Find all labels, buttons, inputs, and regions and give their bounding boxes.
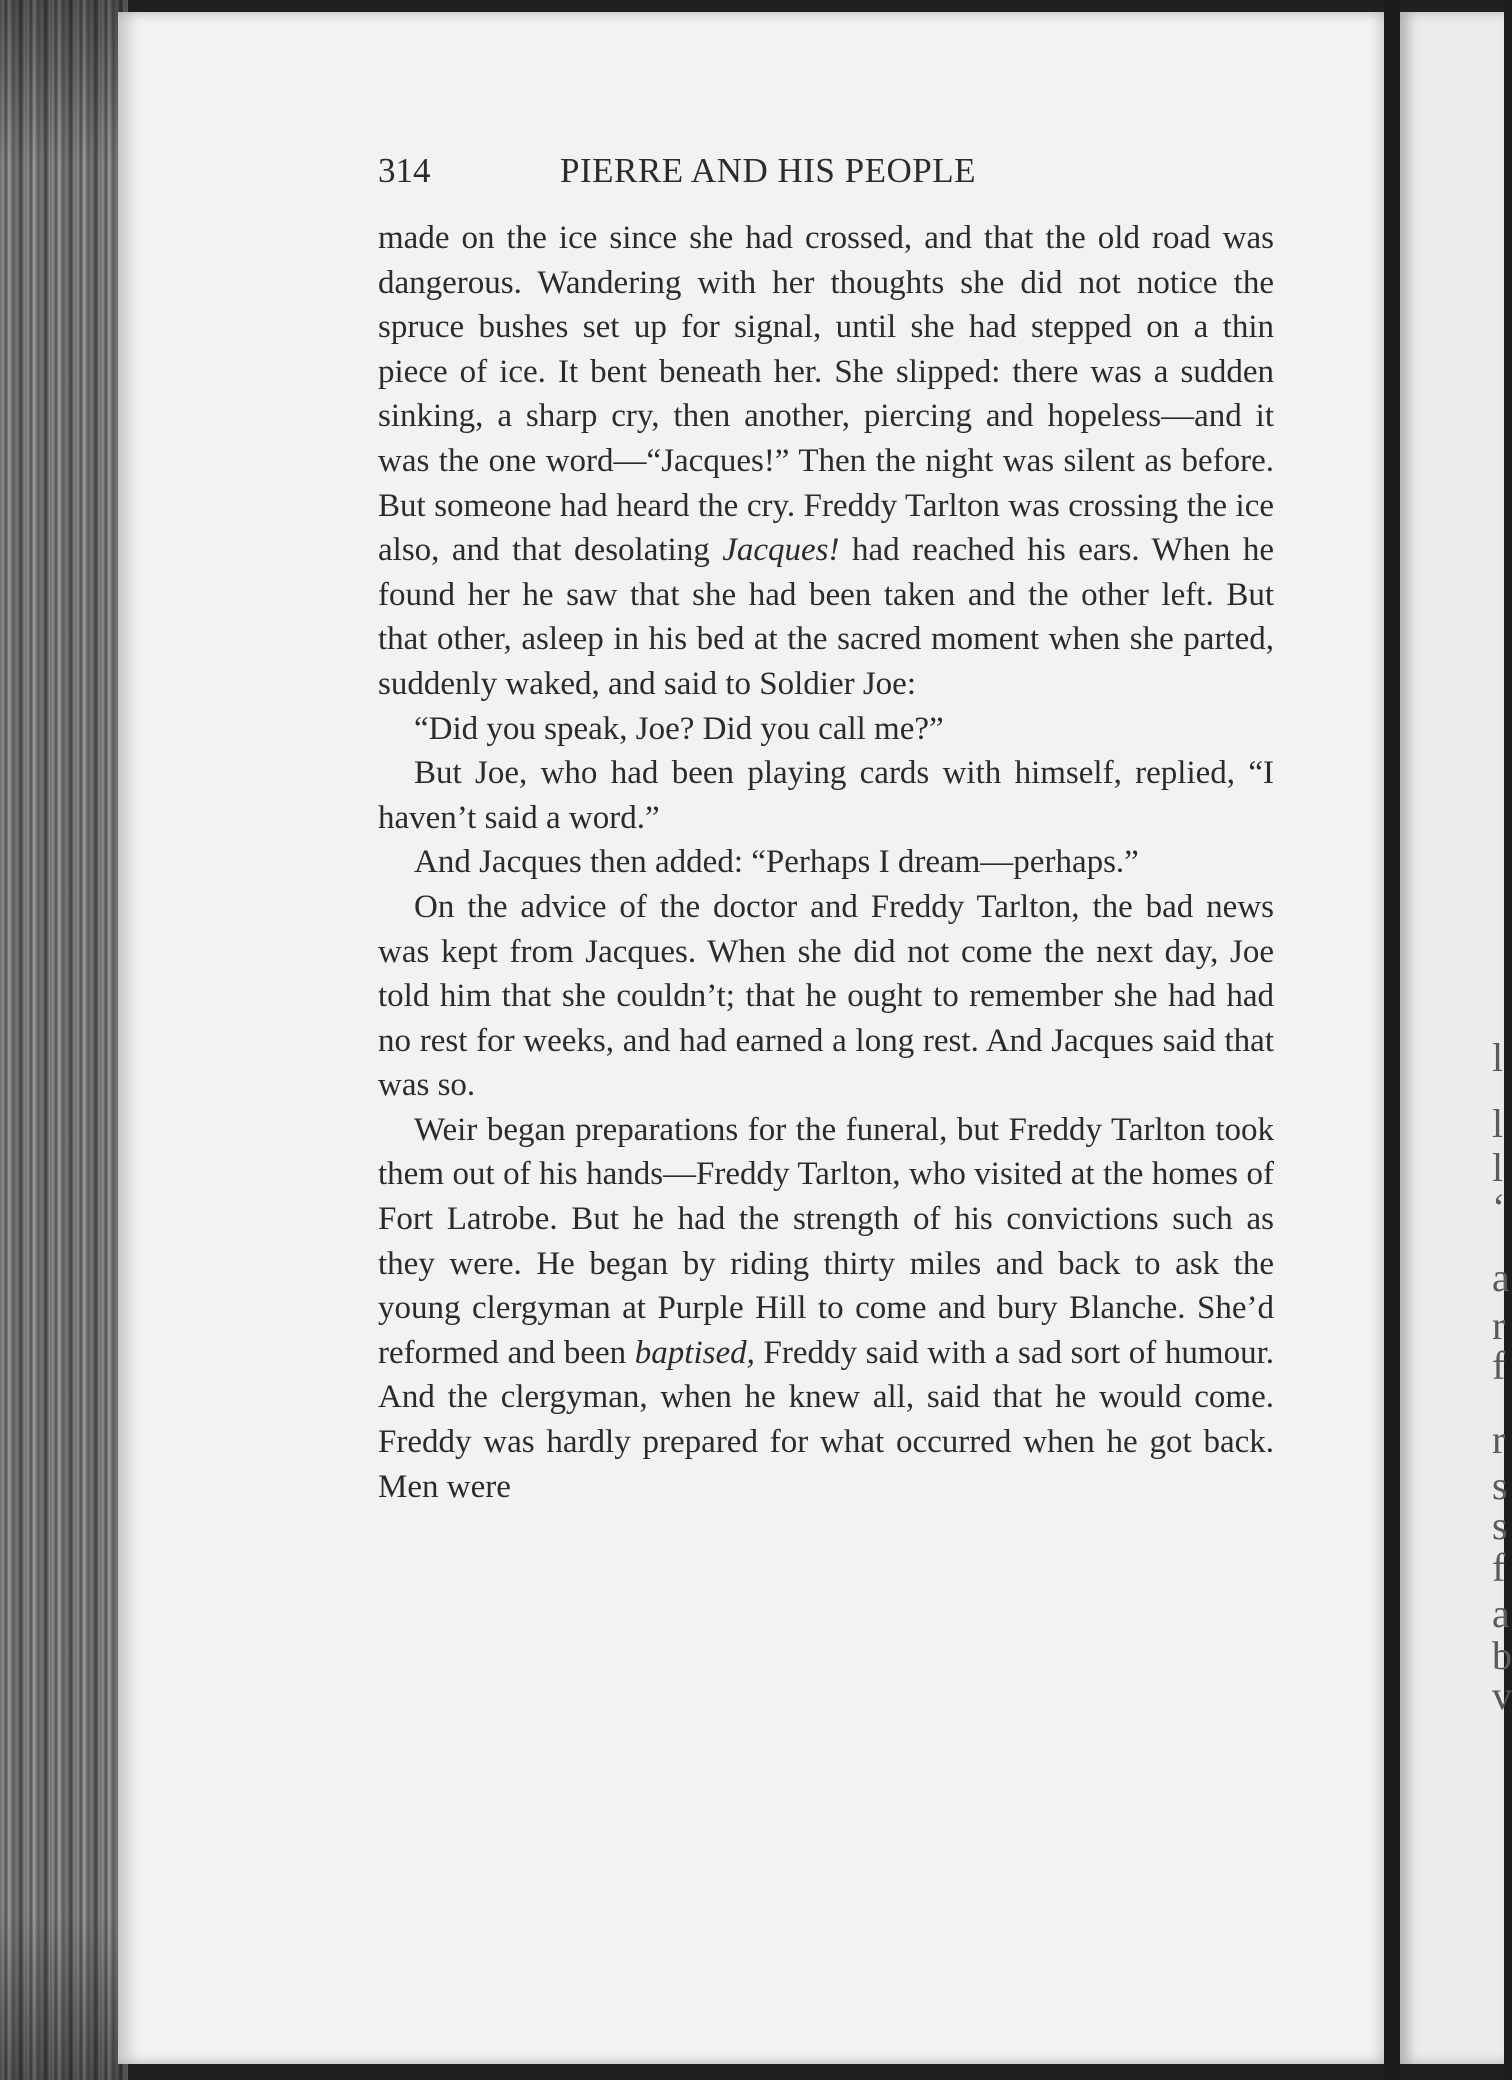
running-title: PIERRE AND HIS PEOPLE: [560, 151, 976, 190]
italic-text: Jacques!: [722, 532, 840, 569]
paragraph: [378, 840, 1274, 885]
page-number: 314: [378, 151, 431, 190]
text-segment: “Did you speak, Joe? Did you call me?”: [414, 710, 944, 747]
paragraph: [378, 707, 1274, 752]
body-text: [378, 216, 1274, 1509]
facing-page-fragment: f: [1492, 1545, 1506, 1590]
text-segment: And Jacques then added: “Perhaps I dream—perhaps.”: [414, 844, 1139, 881]
text-segment: But Joe, who had been playing cards with himself, replied, “I haven’t said a word.”: [378, 755, 1274, 836]
text-segment: made on the ice since she had crossed, and that the old road was dangerous. Wandering with her thoughts she did not notice the spruce bushes set up for signal, until she had stepped on a thin piece of ice. It bent beneath her. She slipped: there was a sudden sinking, a sharp cry, then another, piercing and hopeless—and it was the one word—“Jacques!” Then the night was silent as before. But someone had heard the cry. Freddy Tarlton was crossing the ice also, and that desolating: [378, 220, 1274, 569]
facing-page-fragment: f: [1492, 1343, 1506, 1388]
facing-page-fragment: v: [1492, 1673, 1512, 1718]
text-segment: Freddy said with a sad sort of humour. And the clergyman, when he knew all, said that he would come. Freddy was hardly prepared for what occurred when he got back. Men were: [378, 1334, 1275, 1505]
facing-page-fragment: l: [1492, 1145, 1504, 1190]
facing-page-fragment: l: [1492, 1035, 1504, 1080]
paragraph: [378, 216, 1274, 707]
facing-page-fragment: r: [1492, 1303, 1506, 1348]
facing-page: [1400, 12, 1512, 2064]
facing-page-fragment: s: [1492, 1503, 1508, 1548]
facing-page-fragment: b: [1492, 1633, 1512, 1678]
facing-page-fragment: r: [1492, 1417, 1506, 1462]
paragraph: [378, 885, 1274, 1108]
facing-page-fragment: s: [1492, 1463, 1508, 1508]
text-segment: On the advice of the doctor and Freddy Tarlton, the bad news was kept from Jacques. When she did not come the next day, Joe told him that she couldn’t; that he ought to remember she had had no rest for weeks, and had earned a long rest. And Jacques said that was so.: [378, 888, 1274, 1104]
paragraph: [378, 751, 1274, 840]
text-segment: had reached his ears. When he found her he saw that she had been taken and the other left. But that other, asleep in his bed at the sacred moment when she parted, suddenly waked, and said to Soldier Joe:: [378, 532, 1274, 702]
paragraph: [378, 1108, 1274, 1509]
facing-page-fragment: a: [1492, 1591, 1510, 1636]
book-gutter: [1384, 0, 1400, 2080]
facing-page-fragment: l: [1492, 1101, 1504, 1146]
italic-text: baptised,: [634, 1334, 755, 1371]
text-segment: Weir began preparations for the funeral, but Freddy Tarlton took them out of his hands—Freddy Tarlton, who visited at the homes of Fort Latrobe. But he had the strength of his convictions such as they were. He began by riding thirty miles and back to ask the young clergyman at Purple Hill to come and bury Blanche. She’d reformed and been: [378, 1111, 1274, 1371]
facing-page-fragment: ‘: [1492, 1185, 1506, 1230]
book-page-edges: [0, 0, 128, 2080]
running-head: [378, 146, 1282, 196]
facing-page-fragment: a: [1492, 1255, 1510, 1300]
